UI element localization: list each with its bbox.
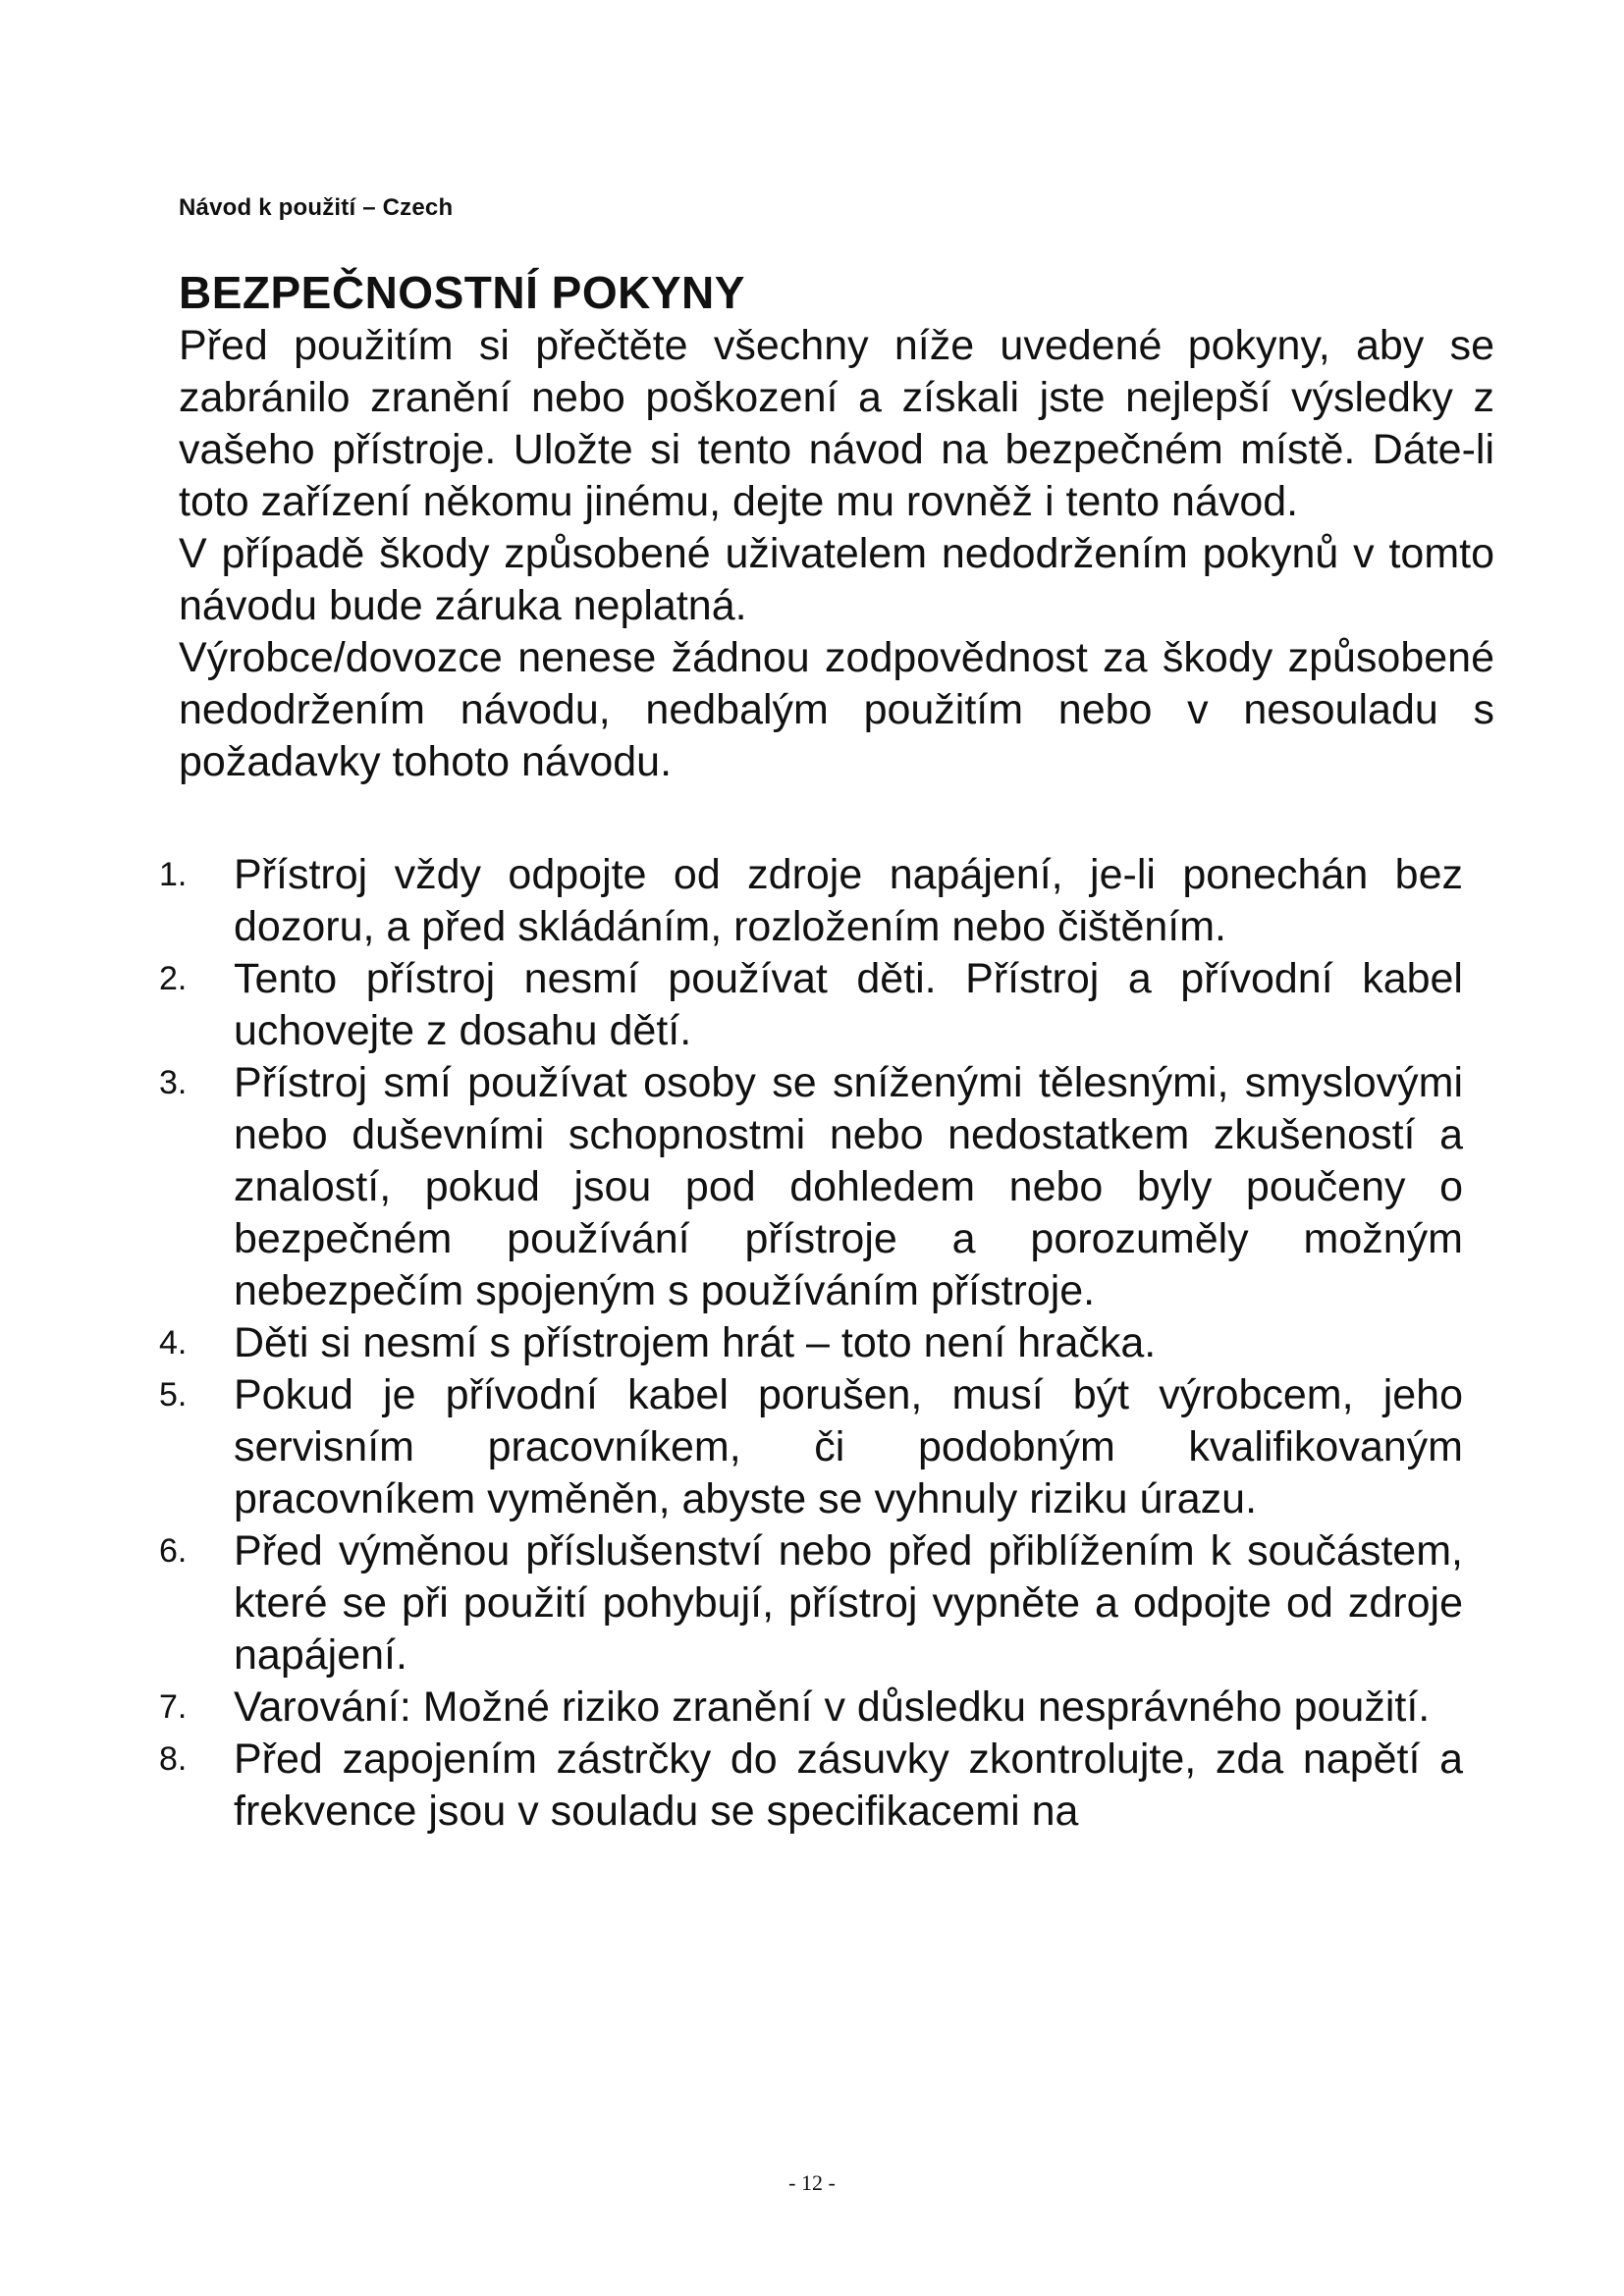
list-item-number: 8. — [159, 1740, 188, 1778]
list-item-text: Před zapojením zástrčky do zásuvky zkontrolujte, zda napětí a frekvence jsou v souladu se specifikacemi na — [234, 1735, 1463, 1835]
list-item — [147, 1525, 1463, 1682]
intro-paragraph: Výrobce/dovozce nenese žádnou zodpovědnost za škody způsobené nedodržením návodu, nedbalým použitím nebo v nesouladu s požadavky tohoto návodu. — [179, 634, 1494, 785]
list-item-text: Varování: Možné riziko zranění v důsledku nesprávného použití. — [234, 1683, 1431, 1731]
running-header: Návod k použití – Czech — [179, 194, 454, 221]
list-item-text: Přístroj vždy odpojte od zdroje napájení, je-li ponechán bez dozoru, a před skládáním, rozložením nebo čištěním. — [234, 851, 1463, 950]
list-item — [147, 1682, 1463, 1734]
list-item-text: Přístroj smí používat osoby se sníženými tělesnými, smyslovými nebo duševními schopnostmi nebo nedostatkem zkušeností a znalostí, pokud jsou pod dohledem nebo byly poučeny o bezpečném používání přístroje a porozuměly možným nebezpečím spojeným s používáním přístroje. — [234, 1059, 1463, 1314]
list-item-text: Tento přístroj nesmí používat děti. Přístroj a přívodní kabel uchovejte z dosahu dětí. — [234, 955, 1463, 1054]
list-item — [147, 953, 1463, 1057]
list-item-number: 3. — [159, 1064, 188, 1101]
page-number: - 12 - — [788, 2170, 836, 2195]
list-item-number: 4. — [159, 1324, 188, 1362]
list-item — [147, 849, 1463, 953]
list-item-number: 7. — [159, 1688, 188, 1726]
list-item-text: Děti si nesmí s přístrojem hrát – toto není hračka. — [234, 1319, 1157, 1366]
safety-rules-list — [147, 849, 1463, 1838]
list-item-text: Před výměnou příslušenství nebo před přiblížením k součástem, které se při použití pohybují, přístroj vypněte a odpojte od zdroje napájení. — [234, 1527, 1463, 1679]
list-item-text: Pokud je přívodní kabel porušen, musí být výrobcem, jeho servisním pracovníkem, či podobným kvalifikovaným pracovníkem vyměněn, abyste se vyhnuly riziku úrazu. — [234, 1371, 1463, 1522]
list-item-number: 5. — [159, 1376, 188, 1414]
list-item — [147, 1734, 1463, 1838]
intro-paragraph: V případě škody způsobené uživatelem nedodržením pokynů v tomto návodu bude záruka neplatná. — [179, 530, 1494, 629]
list-item-number: 2. — [159, 960, 188, 997]
intro-paragraph: Před použitím si přečtěte všechny níže uvedené pokyny, aby se zabránilo zranění nebo poškození a získali jste nejlepší výsledky z vašeho přístroje. Uložte si tento návod na bezpečném místě. Dáte-li toto zařízení někomu jinému, dejte mu rovněž i tento návod. — [179, 322, 1494, 525]
list-item — [147, 1317, 1463, 1369]
list-item — [147, 1057, 1463, 1317]
list-item — [147, 1369, 1463, 1525]
section-title: BEZPEČNOSTNÍ POKYNY — [179, 267, 745, 318]
intro-text — [179, 320, 1494, 788]
list-item-number: 1. — [159, 856, 188, 893]
list-item-number: 6. — [159, 1532, 188, 1570]
